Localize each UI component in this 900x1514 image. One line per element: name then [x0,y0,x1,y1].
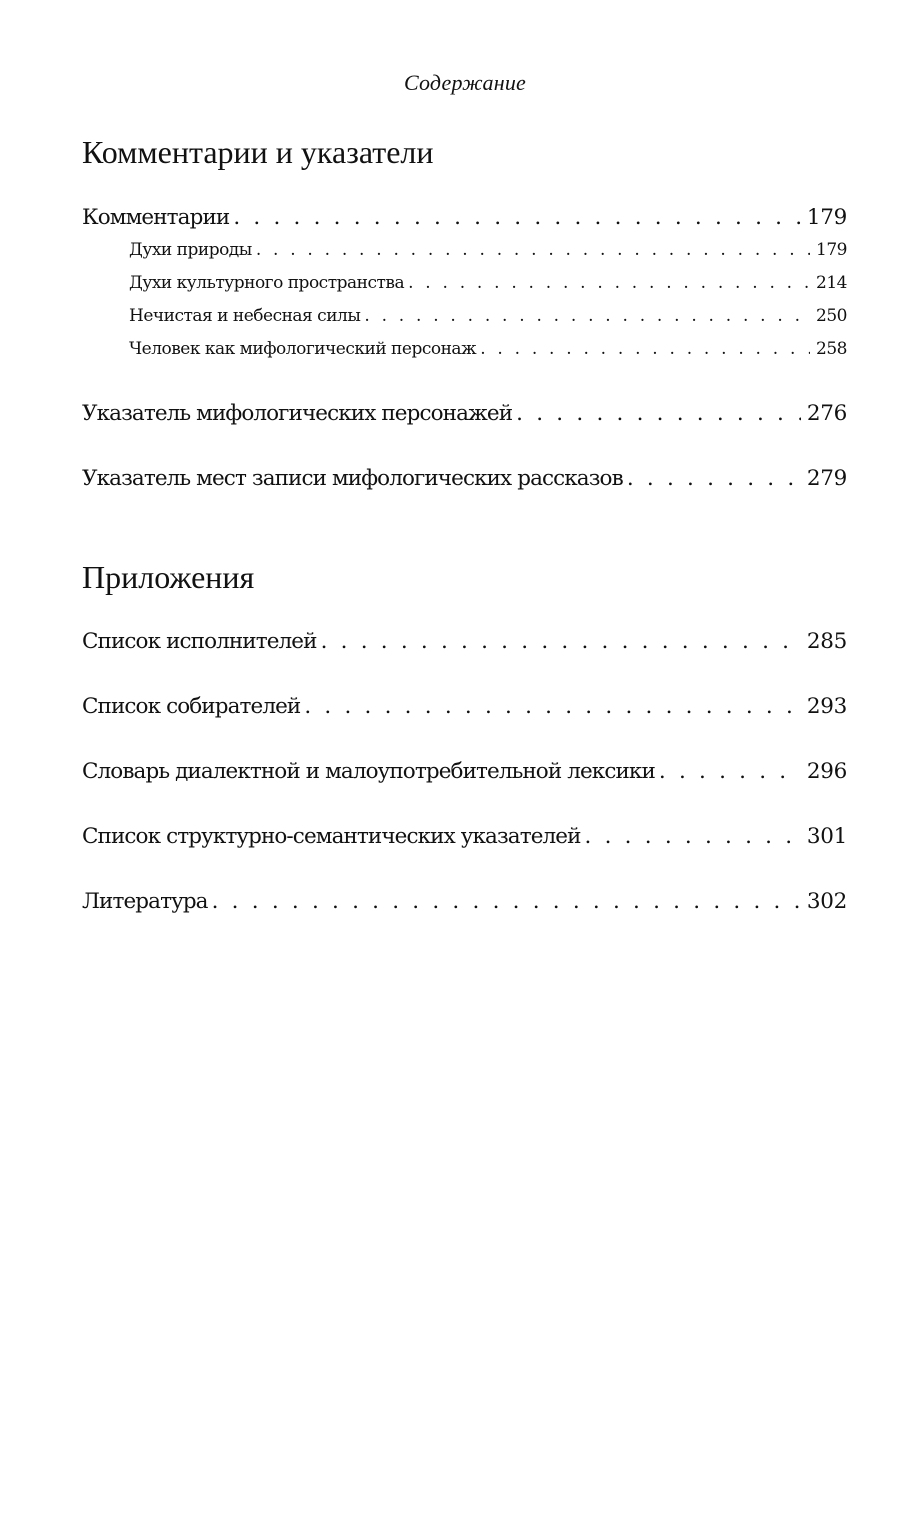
running-head: Содержание [403,70,526,95]
toc-entry-page: 301 [806,824,847,849]
toc-subentry-human-as-mythological-character[interactable] [129,339,847,359]
toc-entry-recording-places-index[interactable] [82,466,847,491]
toc-leader-dots [627,466,801,491]
toc-entry-dialect-vocabulary[interactable] [82,759,847,784]
toc-leader-dots [233,205,801,230]
toc-entry-collectors-list[interactable] [82,694,847,719]
toc-entry-characters-index[interactable] [82,401,847,426]
toc-subentry-nature-spirits[interactable] [129,240,847,260]
toc-leader-dots [256,240,810,260]
toc-entry-page: 293 [806,694,847,719]
toc-subentry-cultural-space-spirits[interactable] [129,273,847,293]
toc-entry-title: Список собирателей [82,694,301,719]
toc-subentry-unclean-heavenly-forces[interactable] [129,306,847,326]
toc-leader-dots [659,759,801,784]
section-title-appendices: Приложения [82,559,255,595]
toc-entry-page: 296 [806,759,847,784]
toc-leader-dots [408,273,810,293]
toc-leader-dots [516,401,801,426]
toc-entry-page: 214 [816,273,847,293]
toc-entry-title: Духи культурного пространства [129,273,405,293]
toc-leader-dots [321,629,801,654]
toc-entry-title: Список структурно-семантических указателей [82,824,581,849]
toc-entry-title: Словарь диалектной и малоупотребительной лексики [82,759,655,784]
toc-entry-page: 279 [806,466,847,491]
toc-entry-title: Комментарии [82,205,230,230]
toc-entry-page: 179 [806,205,847,230]
toc-entry-structural-semantic-indexes[interactable] [82,824,847,849]
toc-leader-dots [480,339,810,359]
toc-leader-dots [212,889,801,914]
toc-entry-page: 276 [806,401,847,426]
toc-entry-title: Литература [82,889,208,914]
toc-leader-dots [585,824,801,849]
toc-leader-dots [364,306,810,326]
toc-entry-title: Список исполнителей [82,629,317,654]
toc-entry-performers-list[interactable] [82,629,847,654]
toc-entry-title: Нечистая и небесная силы [129,306,361,326]
toc-entry-title: Указатель мифологических персонажей [82,401,513,426]
toc-entry-title: Духи природы [129,240,252,260]
toc-entry-page: 302 [806,889,847,914]
toc-entry-page: 258 [816,339,847,359]
section-title-commentaries: Комментарии и указатели [82,134,434,170]
toc-entry-page: 285 [806,629,847,654]
toc-entry-title: Указатель мест записи мифологических рассказов [82,466,623,491]
toc-entry-page: 250 [816,306,847,326]
toc-leader-dots [304,694,801,719]
toc-entry-literature[interactable] [82,889,847,914]
toc-entry-page: 179 [816,240,847,260]
toc-entry-commentaries[interactable] [82,205,847,230]
toc-entry-title: Человек как мифологический персонаж [129,339,477,359]
